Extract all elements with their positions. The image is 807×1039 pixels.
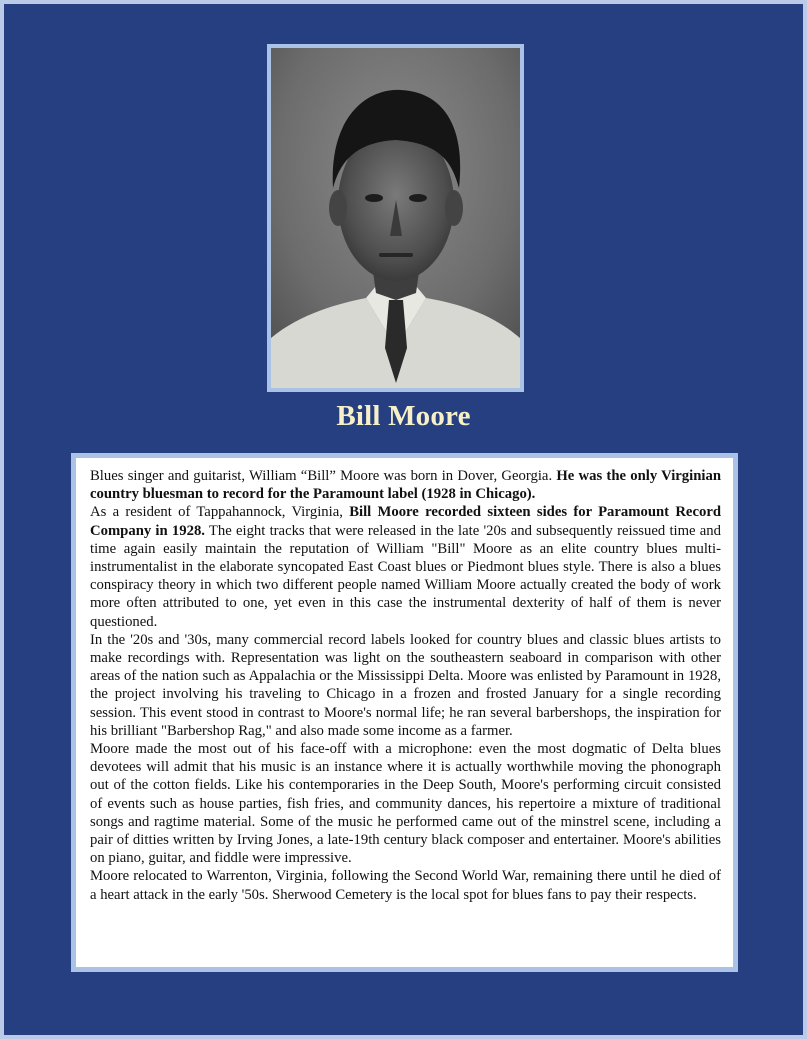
biography-frame [71, 453, 738, 972]
paragraph-4: Moore made the most out of his face-off with a microphone: even the most dogmatic of Delta blues devotees will admit that his music is an instance where it is actually worthwhile moving the phonograph out of the cotton fields. Like his contemporaries in the Deep South, Moore's performing circuit consisted of events such as house parties, fish fries, and community dances, his repertoire a mixture of traditional songs and ragtime material. Some of the music he performed came out of the minstrel scene, including a pair of ditties written by Irving Jones, a late-19th century black composer and entertainer. Moore's abilities on piano, guitar, and fiddle were impressive. [90, 741, 721, 867]
paragraph-2: As a resident of Tappahannock, Virginia, Bill Moore recorded sixteen sides for Paramount Record Company in 1928. The eight tracks that were released in the late '20s and subsequently reissued time and time again easily maintain the reputation of William "Bill" Moore as an elite country blues multi-instrumentalist in the elaborate syncopated East Coast blues or Piedmont blues style. There is also a blues conspiracy theory in which two different people named William Moore actually created the body of work more often attributed to one, yet even in this case the instrumental dexterity of half of them is never questioned. [90, 504, 722, 630]
paragraph-5: Moore relocated to Warrenton, Virginia, following the Second World War, remaining there until he died of a heart attack in the early '50s. Sherwood Cemetery is the local spot for blues fans to pay their respects. [90, 868, 721, 903]
portrait-frame [267, 44, 524, 392]
portrait-photo [271, 48, 520, 388]
paragraph-3: In the '20s and '30s, many commercial record labels looked for country blues and classic blues artists to make recordings with. Representation was light on the southeastern seaboard in comparison with other areas of the nation such as Appalachia or the Mississippi Delta. Moore was enlisted by Paramount in 1928, the project involving his traveling to Chicago in a frozen and frosted January for a single recording session. This event stood in contrast to Moore's normal life; he ran several barbershops, the inspiration for his brilliant "Barbershop Rag," and also made some income as a farmer. [90, 631, 721, 739]
biography-text [76, 458, 733, 967]
page-title: Bill Moore [336, 400, 471, 432]
paragraph-1: Blues singer and guitarist, William “Bill” Moore was born in Dover, Georgia. He was the only Virginian country bluesman to record for the Paramount label (1928 in Chicago). [90, 468, 721, 503]
page-frame [4, 4, 803, 1035]
